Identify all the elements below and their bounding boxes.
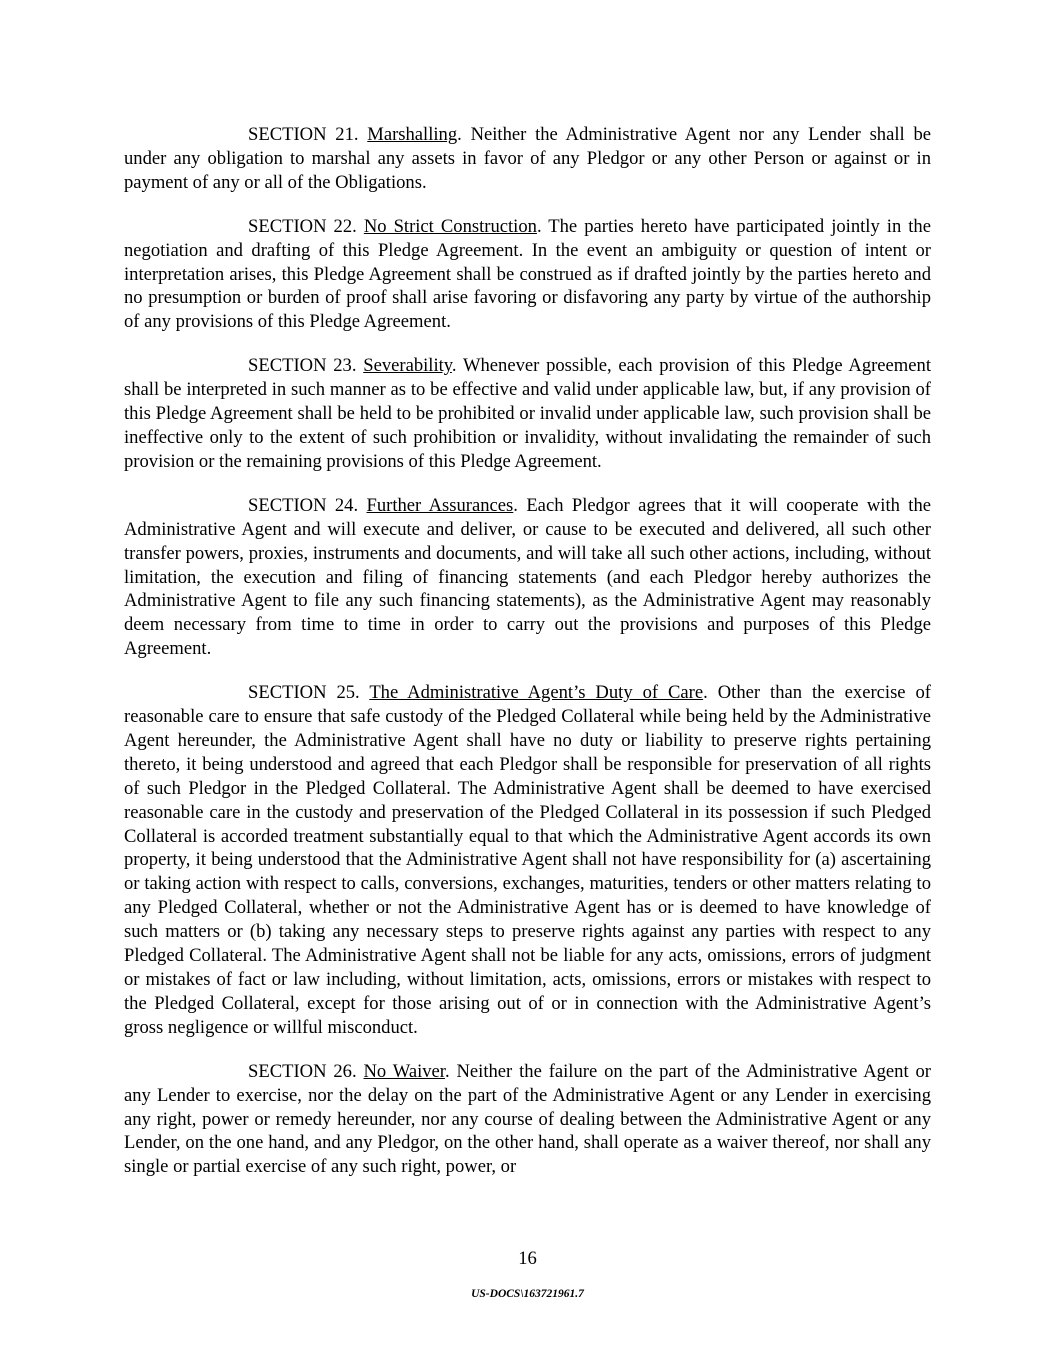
section-body: Other than the exercise of reasonable care to ensure that safe custody of the Pledged Collateral while being held by the Administrative Agent hereunder, the Administrative Agent shall have no duty or liability to preserve rights pertaining thereto, it being understood and agreed that each Pledgor shall be responsible for preservation of all rights of such Pledgor in the Pledged Collateral. The Administrative Agent shall be deemed to have exercised reasonable care in the custody and preservation of the Pledged Collateral in its possession if such Pledged Collateral is accorded treatment substantially equal to that which the Administrative Agent accords its own property, it being understood that the Administrative Agent shall not have responsibility for (a) ascertaining or taking action with respect to calls, conversions, exchanges, maturities, tenders or other matters relating to any Pledged Collateral, whether or not the Administrative Agent has or is deemed to have knowledge of such matters or (b) taking any necessary steps to preserve rights against any parties with respect to any Pledged Collateral. The Administrative Agent shall not be liable for any acts, omissions, errors of judgment or mistakes of fact or law including, without limitation, acts, omissions, errors or mistakes with respect to the Pledged Collateral, except for those arising out of or in connection with the Administrative Agent’s gross negligence or willful misconduct. bbox=[124, 682, 932, 1038]
page-number: 16 bbox=[518, 1248, 537, 1269]
section-number: SECTION 21. bbox=[248, 124, 359, 145]
section-21: SECTION 21. Marshalling. Neither the Administrative Agent nor any Lender shall be under any obligation to marshal any assets in favor of any Pledgor or any other Person or against or in payment of any or all of the Obligations. bbox=[124, 124, 931, 193]
section-number: SECTION 24. bbox=[248, 494, 359, 516]
section-number: SECTION 26. bbox=[248, 1060, 357, 1082]
section-heading: Marshalling bbox=[367, 124, 458, 145]
section-number: SECTION 22. bbox=[248, 215, 357, 237]
section-22: SECTION 22. No Strict Construction. The parties hereto have participated jointly in the negotiation and drafting of this Pledge Agreement. In the event an ambiguity or question of intent or interpretation arises, this Pledge Agreement shall be construed as if drafted jointly by the parties hereto and no presumption or burden of proof shall arise favoring or disfavoring any party by virtue of the authorship of any provisions of this Pledge Agreement. bbox=[124, 215, 931, 333]
section-body: The parties hereto have participated jointly in the negotiation and drafting of this Pledge Agreement. In the event an ambiguity or question of intent or interpretation arises, this Pledge Agreement shall be construed as if drafted jointly by the parties hereto and no presumption or burden of proof shall arise favoring or disfavoring any party by virtue of the authorship of any provisions of this Pledge Agreement. bbox=[124, 215, 931, 333]
section-23: SECTION 23. Severability. Whenever possible, each provision of this Pledge Agreement shall be interpreted in such manner as to be effective and valid under applicable law, but, if any provision of this Pledge Agreement shall be held to be prohibited or invalid under applicable law, such provision shall be ineffective only to the extent of such prohibition or invalidity, without invalidating the remainder of such provision or the remaining provisions of this Pledge Agreement. bbox=[124, 355, 931, 472]
section-26: SECTION 26. No Waiver. Neither the failure on the part of the Administrative Agent or any Lender to exercise, nor the delay on the part of the Administrative Agent or any Lender in exercising any right, power or remedy hereunder, nor any course of dealing between the Administrative Agent or any Lender, on the one hand, and any Pledgor, on the other hand, shall operate as a waiver thereof, nor shall any single or partial exercise of any such right, power, or bbox=[124, 1060, 931, 1178]
section-heading: The Administrative Agent’s Duty of Care bbox=[369, 682, 704, 704]
section-heading: No Waiver bbox=[363, 1060, 445, 1082]
section-25: SECTION 25. The Administrative Agent’s Duty of Care. Other than the exercise of reasonable care to ensure that safe custody of the Pledged Collateral while being held by the Administrative Agent hereunder, the Administrative Agent shall have no duty or liability to preserve rights pertaining thereto, it being understood and agreed that each Pledgor shall be responsible for preservation of all rights of such Pledgor in the Pledged Collateral. The Administrative Agent shall be deemed to have exercised reasonable care in the custody and preservation of the Pledged Collateral in its possession if such Pledged Collateral is accorded treatment substantially equal to that which the Administrative Agent accords its own property, it being understood that the Administrative Agent shall not have responsibility for (a) ascertaining or taking action with respect to calls, conversions, exchanges, maturities, tenders or other matters relating to any Pledged Collateral, whether or not the Administrative Agent has or is deemed to have knowledge of such matters or (b) taking any necessary steps to preserve rights against any parties with respect to any Pledged Collateral. The Administrative Agent shall not be liable for any acts, omissions, errors of judgment or mistakes of fact or law including, without limitation, acts, omissions, errors or mistakes with respect to the Pledged Collateral, except for those arising out of or in connection with the Administrative Agent’s gross negligence or willful misconduct. bbox=[124, 682, 932, 1038]
section-number: SECTION 23. bbox=[248, 355, 357, 377]
document-id: US-DOCS\163721961.7 bbox=[471, 1288, 584, 1300]
section-number: SECTION 25. bbox=[248, 682, 360, 704]
section-body: Neither the Administrative Agent nor any Lender shall be under any obligation to marshal any assets in favor of any Pledgor or any other Person or against or in payment of any or all of the Obligations. bbox=[124, 124, 931, 193]
document-body bbox=[124, 123, 931, 1199]
section-body: Each Pledgor agrees that it will cooperate with the Administrative Agent and will execute and deliver, or cause to be executed and delivered, all such other transfer powers, proxies, instruments and documents, and will take all such other actions, including, without limitation, the execution and filing of financing statements (and each Pledgor hereby authorizes the Administrative Agent to file any such financing statements), as the Administrative Agent may reasonably deem necessary from time to time in order to carry out the provisions and purposes of this Pledge Agreement. bbox=[124, 494, 931, 660]
section-body: Whenever possible, each provision of this Pledge Agreement shall be interpreted in such manner as to be effective and valid under applicable law, but, if any provision of this Pledge Agreement shall be held to be prohibited or invalid under applicable law, such provision shall be ineffective only to the extent of such prohibition or invalidity, without invalidating the remainder of such provision or the remaining provisions of this Pledge Agreement. bbox=[124, 355, 931, 472]
section-heading: No Strict Construction bbox=[363, 215, 537, 237]
section-24: SECTION 24. Further Assurances. Each Pledgor agrees that it will cooperate with the Administrative Agent and will execute and deliver, or cause to be executed and delivered, all such other transfer powers, proxies, instruments and documents, and will take all such other actions, including, without limitation, the execution and filing of financing statements (and each Pledgor hereby authorizes the Administrative Agent to file any such financing statements), as the Administrative Agent may reasonably deem necessary from time to time in order to carry out the provisions and purposes of this Pledge Agreement. bbox=[124, 494, 931, 660]
section-body: Neither the failure on the part of the Administrative Agent or any Lender to exercise, nor the delay on the part of the Administrative Agent or any Lender in exercising any right, power or remedy hereunder, nor any course of dealing between the Administrative Agent or any Lender, on the one hand, and any Pledgor, on the other hand, shall operate as a waiver thereof, nor shall any single or partial exercise of any such right, power, or bbox=[124, 1060, 931, 1178]
section-heading: Severability bbox=[363, 355, 452, 377]
section-heading: Further Assurances bbox=[366, 494, 514, 516]
